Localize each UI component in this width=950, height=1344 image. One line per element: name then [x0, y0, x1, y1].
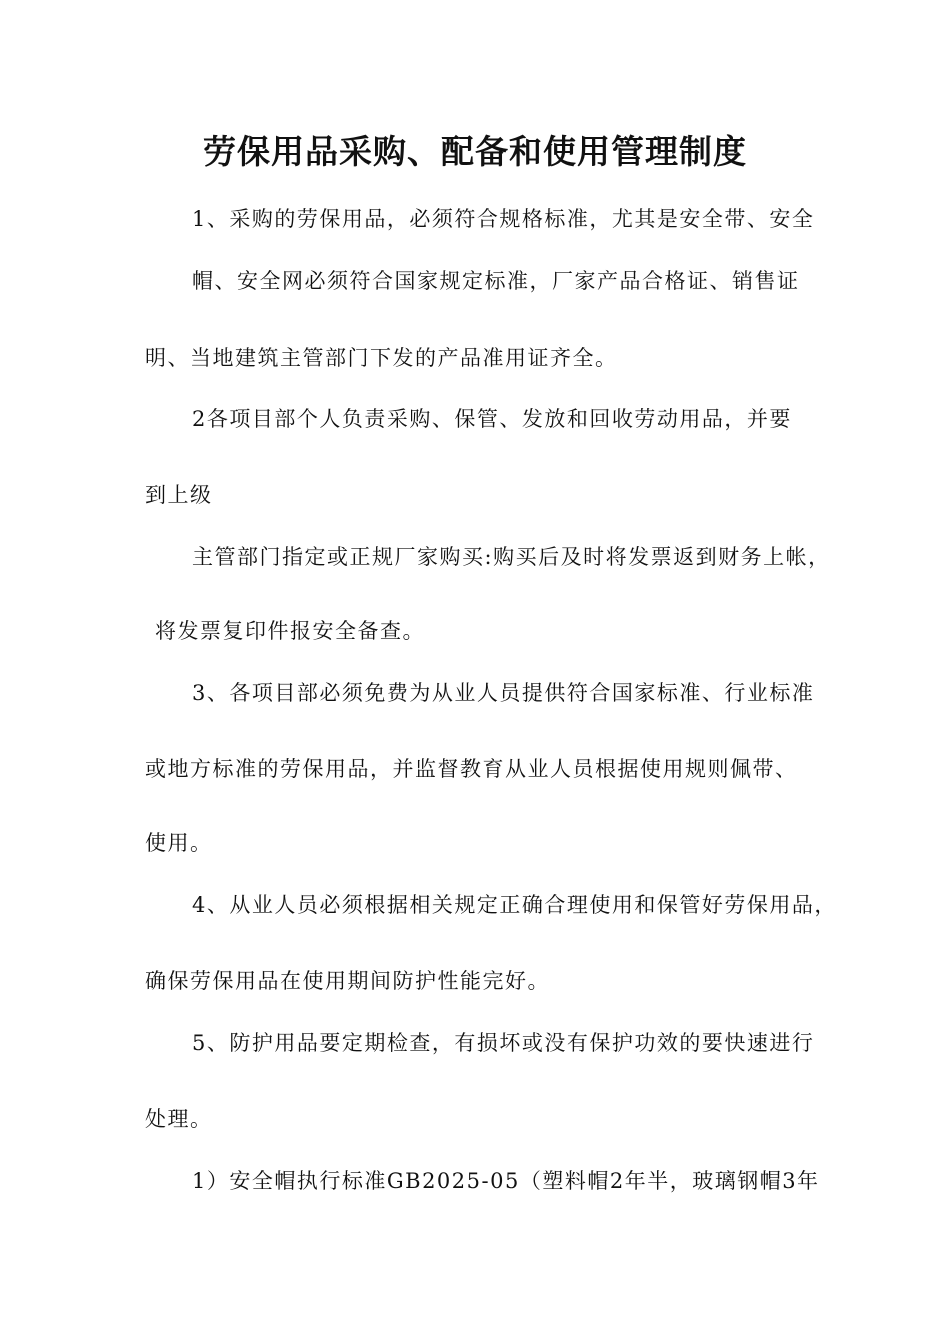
paragraph-line: 1、采购的劳保用品，必须符合规格标准，尤其是安全带、安全: [192, 207, 815, 231]
paragraph-line: 明、当地建筑主管部门下发的产品准用证齐全。: [145, 346, 618, 370]
paragraph-line: 3、各项目部必须免费为从业人员提供符合国家标准、行业标准: [192, 681, 815, 705]
paragraph-line: 2各项目部个人负责采购、保管、发放和回收劳动用品，并要: [192, 407, 792, 431]
paragraph-line: 5、防护用品要定期检查，有损坏或没有保护功效的要快速进行: [192, 1031, 815, 1055]
paragraph-line: 4、从业人员必须根据相关规定正确合理使用和保管好劳保用品，: [192, 893, 837, 917]
paragraph-line: 或地方标准的劳保用品，并监督教育从业人员根据使用规则佩带、: [145, 757, 798, 781]
paragraph-line: 到上级: [145, 483, 213, 507]
paragraph-line: 1）安全帽执行标准GB2025-05（塑料帽2年半，玻璃钢帽3年: [192, 1169, 820, 1193]
paragraph-line: 帽、安全网必须符合国家规定标准，厂家产品合格证、销售证: [192, 269, 800, 293]
paragraph-line: 使用。: [145, 831, 213, 855]
paragraph-line: 确保劳保用品在使用期间防护性能完好。: [145, 969, 550, 993]
paragraph-line: 处理。: [145, 1107, 213, 1131]
document-title: 劳保用品采购、配备和使用管理制度: [203, 132, 747, 171]
paragraph-line: 主管部门指定或正规厂家购买:购买后及时将发票返到财务上帐，: [192, 545, 831, 569]
paragraph-line: 将发票复印件报安全备查。: [155, 619, 425, 643]
